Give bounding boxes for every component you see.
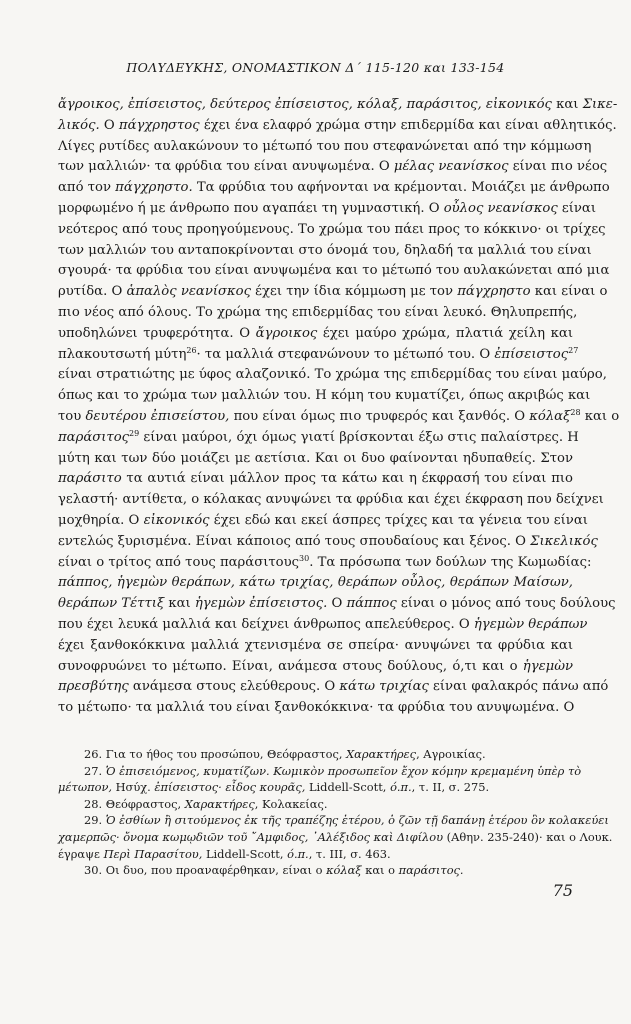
text-line [58, 449, 573, 470]
text-run: είναι ο τρίτος από τους παράσιτους [58, 554, 300, 570]
text-run: είναι φαλακρός πάνω από [428, 679, 609, 695]
text-run: 26. Για το ήθος του προσώπου, Θεόφραστος, [84, 747, 347, 761]
italic-term: παράσιτος. [398, 863, 464, 878]
text-run: (Αθην. 235-240)· και ο Λουκ. [443, 829, 613, 844]
italic-term: Ὁ ἐσθίων ἢ σιτούμενος ἐκ τῆς τραπέζης ἑτέρου, ὁ ζῶν τῇ δαπάνῃ ἑτέρου ὃν κολακεύει [105, 813, 609, 828]
text-run: σγουρά· τα φρύδια του είναι ανυψωμένα και το μέτωπό του αυλακώνεται από μια [58, 263, 610, 279]
text-run: και [164, 596, 195, 612]
text-run: μοχθηρία. Ο [58, 512, 144, 528]
italic-term: κάτω τριχίας [339, 679, 429, 695]
italic-term: πάγχρηστο [457, 284, 531, 300]
text-run: και [551, 97, 583, 112]
text-run: τα αυτιά είναι μάλλον προς τα κάτω και η έκφρασή του είναι πιο [121, 471, 573, 487]
text-run: Liddell-Scott, [305, 780, 391, 795]
italic-term: ἐπίσειστος [494, 346, 569, 362]
italic-term: πάππος [346, 596, 397, 612]
italic-term: δευτέρου ἐπισείστου, [85, 408, 230, 424]
main-text [58, 95, 620, 719]
italic-term: Σικελικός [530, 533, 598, 549]
italic-term: κόλαξ [326, 863, 362, 878]
text-run: και ο [361, 863, 399, 878]
footnote-ref: 27 [568, 345, 579, 355]
running-header: ΠΟΛΥΔΕΥΚΗΣ, ΟΝΟΜΑΣΤΙΚΟΝ Δ΄ 115-120 και 133-154 [126, 60, 505, 75]
text-run: , τ. II, σ. 275. [411, 780, 490, 795]
italic-term: ἡγεμὼν ἐπίσειστος. [194, 596, 328, 612]
italic-term: ἐπίσειστος· εἶδος κουρᾶς, [154, 780, 306, 795]
text-run: , Αγροικίας. [416, 747, 486, 761]
text-run: πλακουτσωτή μύτη [58, 346, 187, 362]
footnote-line [58, 846, 573, 863]
text-line [58, 594, 616, 615]
text-line [58, 282, 608, 303]
text-line [58, 532, 598, 553]
italic-term: ἡγεμὼν θεράπων [473, 616, 588, 632]
text-run: γελαστή· αντίθετα, ο κόλακας ανυψώνει τα φρύδια και έχει έκφραση που δείχνει [58, 492, 604, 508]
italic-term: Περὶ Παρασίτου, [103, 846, 203, 861]
italic-term: ἄγροικος [255, 325, 318, 341]
text-line [58, 511, 588, 532]
italic-term: θεράπων Τέττιξ [58, 596, 165, 612]
text-run: , Κολακείας. [254, 796, 328, 811]
text-line [58, 636, 573, 657]
italic-term: πρεσβύτης [58, 679, 129, 695]
text-line [58, 199, 597, 220]
text-run: υποδηλώνει τρυφερότητα. Ο [58, 325, 256, 341]
text-line [58, 116, 617, 137]
text-line [58, 324, 573, 345]
italic-term: ἁπαλὸς νεανίσκος [126, 284, 251, 300]
italic-term: πάππος, ἡγεμὼν θεράπων, κάτω τριχίας, θεράπων οὖλος, θεράπων Μαίσων, [58, 575, 573, 591]
text-run: Τα φρύδια του αφήνονται να κρέμονται. Μοιάζει με άνθρωπο [192, 180, 610, 196]
italic-term: οὖλος νεανίσκος [443, 200, 558, 216]
text-run: Ησύχ. [112, 780, 155, 795]
text-line [58, 615, 588, 636]
text-run: Ο [99, 117, 119, 133]
italic-term: ό.π. [287, 846, 309, 861]
text-run: και είναι ο [530, 284, 608, 300]
text-line [58, 241, 592, 262]
text-line [58, 657, 573, 678]
text-run: που είναι όμως πιο τρυφερός και ξανθός. Ο [229, 408, 530, 424]
text-run: είναι [557, 200, 597, 216]
text-line [58, 428, 579, 449]
footnote-ref: 29 [129, 428, 140, 438]
text-run: του [58, 408, 86, 424]
text-line [58, 95, 618, 116]
footnotes [58, 746, 613, 879]
text-run: όπως και το χρώμα των μαλλιών του. Η κόμη του κυματίζει, όπως ακριβώς και [58, 388, 591, 404]
text-run: ρυτίδα. Ο [58, 284, 127, 300]
footnote-ref: 28 [570, 407, 581, 417]
italic-term: ό.π. [390, 780, 412, 795]
footnote-line [58, 812, 609, 829]
text-line [58, 469, 573, 490]
text-line [58, 407, 620, 428]
text-line [58, 157, 608, 178]
text-run: των μαλλιών του ανταποκρίνονται στο όνομά του, δηλαδή τα μαλλιά του είναι [58, 242, 592, 258]
italic-term: Ὁ ἐπισειόμενος, κυματίζων. Κωμικὸν προσωπεῖον ἔχον κόμην κρεμαμένη ὑπὲρ τὸ [105, 763, 582, 778]
text-line [58, 137, 592, 158]
italic-term: παράσιτος [58, 429, 130, 445]
italic-term: Σικε- [582, 97, 618, 112]
text-line [58, 573, 573, 594]
footnote-line [58, 796, 573, 813]
text-run: ανάμεσα στους ελεύθερους. Ο [128, 679, 340, 695]
italic-term: Χαρακτήρες [346, 747, 417, 761]
text-line [58, 698, 573, 719]
italic-term: ἡγεμὼν [522, 658, 573, 674]
text-line [58, 386, 591, 407]
text-run: που έχει λευκά μαλλιά και δείχνει άνθρωπος απελεύθερος. Ο [58, 616, 474, 632]
text-run: Λίγες ρυτίδες αυλακώνουν το μέτωπό του που στεφανώνεται από την κόμμωση [58, 138, 592, 154]
italic-term: παράσιτο [58, 471, 122, 487]
footnote-line [58, 779, 573, 796]
text-run: , τ. III, σ. 463. [308, 846, 391, 861]
text-run: έχει ξανθοκόκκινα μαλλιά χτενισμένα σε σπείρα· ανυψώνει τα φρύδια και [58, 637, 573, 653]
italic-term: μέλας νεανίσκος [393, 159, 509, 175]
text-run: μορφωμένο ή με άνθρωπο που αγαπάει τη γυμναστική. Ο [58, 200, 444, 216]
footnote-ref: 30 [299, 553, 310, 563]
text-run: 27. [84, 763, 106, 778]
text-run: και ο [580, 408, 620, 424]
footnote-line [58, 746, 573, 763]
text-run: εντελώς ξυρισμένα. Είναι κάποιος από τους σπουδαίους και ξένος. Ο [58, 533, 531, 549]
text-run: των μαλλιών· τα φρύδια του είναι ανυψωμένα. Ο [58, 159, 394, 175]
text-run: πιο νέος από όλους. Το χρώμα της επιδερμίδας του είναι λευκό. Θηλυπρεπής, [58, 304, 578, 320]
text-line [58, 365, 607, 386]
footnote-line [58, 829, 613, 846]
text-line [58, 261, 610, 282]
text-run: από τον [58, 180, 116, 196]
footnote-line [58, 763, 582, 780]
footnote-line [58, 862, 573, 879]
text-run: . Τα πρόσωπα των δούλων της Κωμωδίας: [309, 554, 592, 570]
text-run: έγραψε [58, 846, 104, 861]
text-line [58, 345, 579, 366]
italic-term: κόλαξ [529, 408, 571, 424]
text-run: συνοφρυώνει το μέτωπο. Είναι, ανάμεσα στους δούλους, ό,τι και ο [58, 658, 523, 674]
text-run: μύτη και των δύο μοιάζει με αετίσια. Και οι δυο φαίνονται ηδυπαθείς. Στον [58, 450, 573, 466]
footnote-ref: 26 [186, 345, 197, 355]
italic-term: χαμερπῶς· ὄνομα κωμῳδιῶν τοῦ ῎Αμφιδος, ᾽Αλέξιδος καὶ Διφίλου [58, 829, 444, 844]
italic-term: εἰκονικός [143, 512, 210, 528]
italic-term: ἄγροικος, ἐπίσειστος, δεύτερος ἐπίσειστος, κόλαξ, παράσιτος, εἰκονικός [58, 97, 552, 112]
text-run: έχει μαύρο χρώμα, πλατιά χείλη και [317, 325, 573, 341]
italic-term: Χαρακτήρες [184, 796, 255, 811]
text-run: έχει εδώ και εκεί άσπρες τρίχες και τα γένεια του είναι [209, 512, 588, 528]
text-line [58, 220, 606, 241]
text-run: 30. Οι δυο, που προαναφέρθηκαν, είναι ο [84, 863, 327, 878]
text-line [58, 677, 609, 698]
page-number: 75 [552, 881, 573, 900]
text-line [58, 553, 592, 574]
text-run: είναι μαύροι, όχι όμως γιατί βρίσκονται έξω στις παλαίστρες. Η [139, 429, 579, 445]
italic-term: λικός. [58, 117, 100, 133]
text-run: · τα μαλλιά στεφανώνουν το μέτωπό του. Ο [196, 346, 495, 362]
text-run: Liddell-Scott, [202, 846, 288, 861]
text-run: είναι πιο νέος [508, 159, 608, 175]
text-run: 28. Θεόφραστος, [84, 796, 185, 811]
text-run: είναι ο μόνος από τους δούλους [396, 596, 616, 612]
italic-term: πάγχρηστος [118, 117, 200, 133]
text-run: έχει την ίδια κόμμωση με τον [250, 284, 458, 300]
text-line [58, 490, 604, 511]
text-run: νεότερος από τους προηγούμενους. Το χρώμα του πάει προς το κόκκινο· οι τρίχες [58, 221, 606, 237]
italic-term: μέτωπον, [58, 780, 112, 795]
text-run: Ο [327, 596, 347, 612]
text-line [58, 303, 578, 324]
text-run: έχει ένα ελαφρό χρώμα στην επιδερμίδα και είναι αθλητικός. [199, 117, 617, 133]
italic-term: πάγχρηστο. [115, 180, 193, 196]
text-run: 29. [84, 813, 106, 828]
text-run: είναι στρατιώτης με ύφος αλαζονικό. Το χρώμα της επιδερμίδας του είναι μαύρο, [58, 367, 607, 383]
text-line [58, 178, 610, 199]
text-run: το μέτωπο· τα μαλλιά του είναι ξανθοκόκκινα· τα φρύδια του ανυψωμένα. Ο [58, 700, 575, 716]
